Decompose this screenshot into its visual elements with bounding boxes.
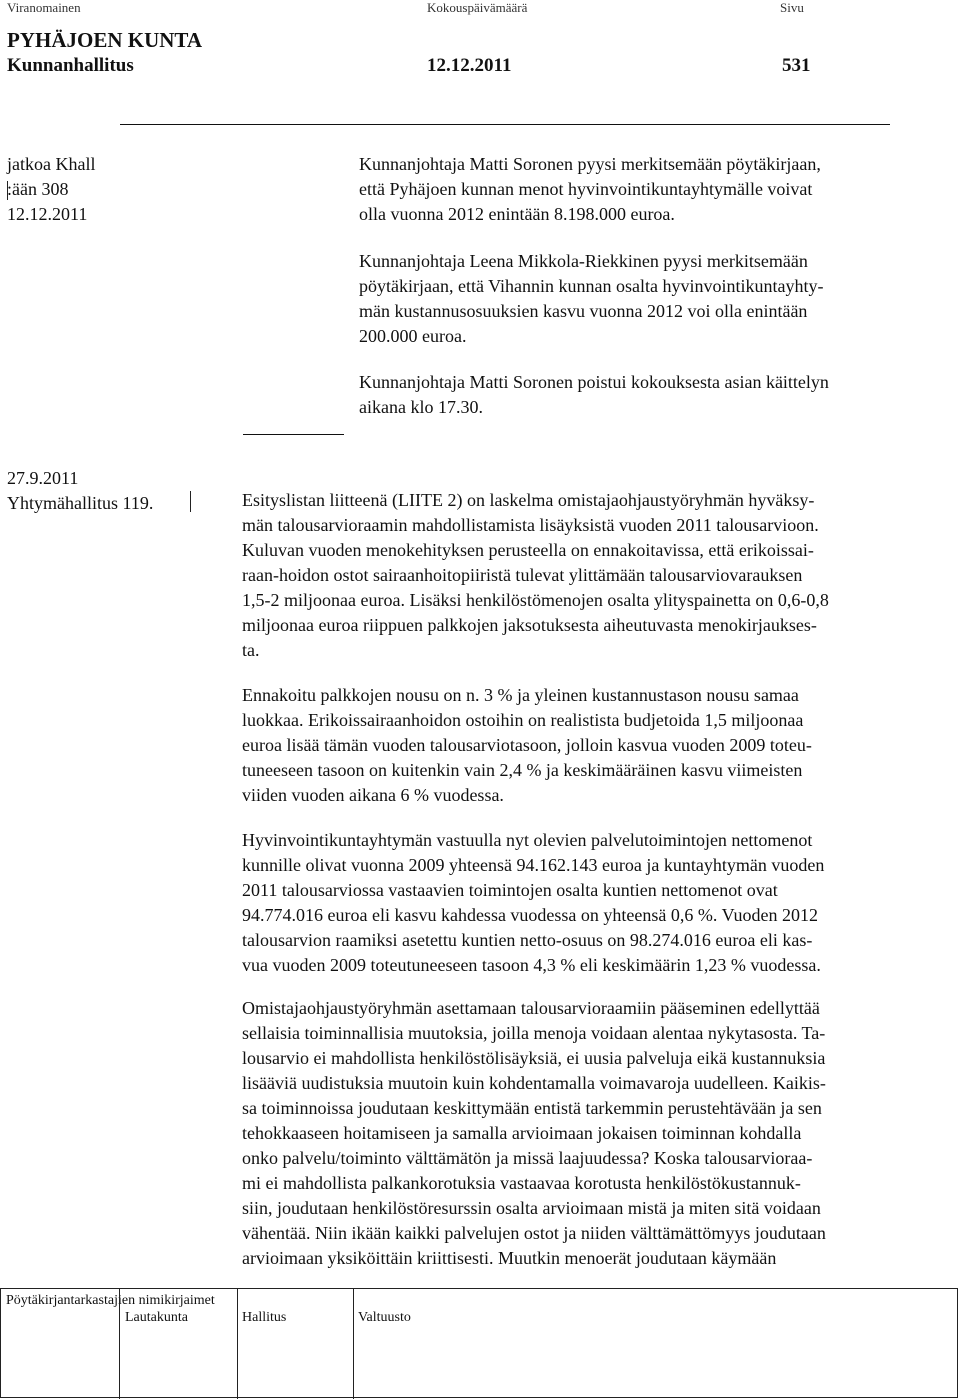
text-line: Kunnanjohtaja Matti Soronen pyysi merkitsemään pöytäkirjaan, (359, 154, 821, 174)
text-line: tuneeseen tasoon on kuitenkin vain 2,4 % ja keskimääräinen kasvu viimeisten (242, 760, 803, 780)
text-line: luokkaa. Erikoissairaanhoidon ostoihin on realistista budjetoida 1,5 miljoonaa (242, 710, 804, 730)
left-note-line: :ään 308 (7, 179, 69, 199)
text-line: miljoonaa euroa riippuen palkkojen jaksotuksesta aiheutuvasta menokirjaukses- (242, 615, 817, 635)
signature-box (0, 1288, 958, 1398)
text-line: aikana klo 17.30. (359, 397, 483, 417)
text-line: tehokkaaseen hoitamiseen ja samalla arvioimaan jokaisen toiminnan kohdalla (242, 1123, 802, 1143)
text-line: Kuluvan vuoden menokehityksen perusteella on ennakoitavissa, että erikoissai- (242, 540, 814, 560)
section2-paragraph-3 (242, 828, 824, 978)
text-line: että Pyhäjoen kunnan menot hyvinvointikuntayhtymälle voivat (359, 179, 813, 199)
section1-paragraph-3 (359, 370, 829, 420)
text-line: pöytäkirjaan, että Vihannin kunnan osalta hyvinvointikuntayhty- (359, 276, 824, 296)
text-line: siin, joudutaan henkilöstöresurssin osalta arvioimaan mistä ja miten sitä voidaan (242, 1198, 821, 1218)
left-note-line: Yhtymähallitus 119. (7, 493, 154, 513)
page-label: Sivu (780, 0, 804, 15)
text-line: arvioimaan yksiköittäin kriittisesti. Muutkin menoerät joudutaan käymään (242, 1248, 777, 1268)
text-line: kunnille olivat vuonna 2009 yhteensä 94.162.143 euroa ja kuntayhtymän vuoden (242, 855, 825, 875)
text-line: lisääviä uudistuksia muutoin kuin kohdentamalla voimavaroja uudelleen. Kaikis- (242, 1073, 826, 1093)
text-line: 2011 talousarviossa vastaavien toimintojen osalta kuntien nettomenot ovat (242, 880, 778, 900)
text-line: viiden vuoden aikana 6 % vuodessa. (242, 785, 504, 805)
text-line: euroa lisää tämän vuoden talousarviotasoon, jolloin kasvua vuoden 2009 toteu- (242, 735, 812, 755)
meeting-date: 12.12.2011 (427, 55, 512, 76)
authority-label: Viranomainen (7, 0, 81, 15)
text-line: raan-hoidon ostot sairaanhoitopiiristä tulevat ylittämään talousarviovarauksen (242, 565, 803, 585)
section2-paragraph-1 (242, 488, 829, 663)
signature-label-board: Lautakunta (125, 1310, 188, 1325)
text-line: 94.774.016 euroa eli kasvu kahdessa vuodessa on yhteensä 0,6 %. Vuoden 2012 (242, 905, 818, 925)
section-end-rule (243, 434, 344, 435)
margin-mark (190, 491, 191, 512)
signature-divider (119, 1289, 120, 1399)
left-note-line: jatkoa Khall (7, 154, 96, 174)
text-line: Kunnanjohtaja Matti Soronen poistui kokouksesta asian käittelyn (359, 372, 829, 392)
text-line: lousarvio ei mahdollista henkilöstölisäyksiä, ei uusia palveluja eikä kustannuksia (242, 1048, 826, 1068)
text-line: Kunnanjohtaja Leena Mikkola-Riekkinen pyysi merkitsemään (359, 251, 808, 271)
text-line: olla vuonna 2012 enintään 8.198.000 euroa. (359, 204, 675, 224)
text-line: Hyvinvointikuntayhtymän vastuulla nyt olevien palvelutoimintojen nettomenot (242, 830, 813, 850)
section1-paragraph-2 (359, 249, 824, 349)
text-line: onko palvelu/toiminto välttämätön ja missä laajuudessa? Koska talousarvioraa- (242, 1148, 813, 1168)
section1-paragraph-1 (359, 152, 821, 227)
header-divider (120, 124, 890, 125)
text-line: män talousarvioraamin mahdollistamista lisäyksistä vuoden 2011 talousarvioon. (242, 515, 819, 535)
text-line: vua vuoden 2009 toteutuneeseen tasoon 4,3 % eli keskimäärin 1,23 % vuodessa. (242, 955, 821, 975)
signature-box-title: Pöytäkirjantarkastajien nimikirjaimet (6, 1293, 215, 1308)
text-line: 200.000 euroa. (359, 326, 467, 346)
section2-paragraph-2 (242, 683, 812, 808)
meeting-date-label: Kokouspäivämäärä (427, 0, 528, 15)
text-line: män kustannusosuuksien kasvu vuonna 2012 voi olla enintään (359, 301, 808, 321)
section2-paragraph-4 (242, 996, 826, 1271)
signature-divider (353, 1289, 354, 1399)
page-number: 531 (782, 55, 811, 76)
text-line: 1,5-2 miljoonaa euroa. Lisäksi henkilöstömenojen osalta ylityspainetta on 0,6-0,8 (242, 590, 829, 610)
signature-label-council: Valtuusto (358, 1310, 411, 1325)
signature-divider (237, 1289, 238, 1399)
section2-left-note (7, 466, 153, 516)
margin-mark (7, 181, 8, 200)
text-line: ta. (242, 640, 260, 660)
text-line: talousarvion raamiksi asetettu kuntien netto-osuus on 98.274.016 euroa eli kas- (242, 930, 813, 950)
section1-left-note (7, 152, 95, 227)
text-line: Omistajaohjaustyöryhmän asettamaan talousarvioraamiin pääseminen edellyttää (242, 998, 820, 1018)
body-name: Kunnanhallitus (7, 55, 134, 76)
left-note-line: 12.12.2011 (7, 204, 88, 224)
left-note-line: 27.9.2011 (7, 468, 79, 488)
text-line: Esityslistan liitteenä (LIITE 2) on laskelma omistajaohjaustyöryhmän hyväksy- (242, 490, 815, 510)
text-line: mi ei mahdollista palkankorotuksia vastaavaa korotusta henkilöstökustannuk- (242, 1173, 801, 1193)
text-line: sa toiminnoissa joudutaan keskittymään entistä tarkemmin perustehtävään ja sen (242, 1098, 822, 1118)
organization-name: PYHÄJOEN KUNTA (7, 28, 203, 52)
text-line: vähentää. Niin ikään kaikki palvelujen ostot ja niiden välttämättömyys joudutaan (242, 1223, 826, 1243)
text-line: Ennakoitu palkkojen nousu on n. 3 % ja yleinen kustannustason nousu samaa (242, 685, 799, 705)
text-line: sellaisia toiminnallisia muutoksia, joilla menoja voidaan alentaa nykytasosta. Ta- (242, 1023, 826, 1043)
signature-label-government: Hallitus (242, 1310, 287, 1325)
